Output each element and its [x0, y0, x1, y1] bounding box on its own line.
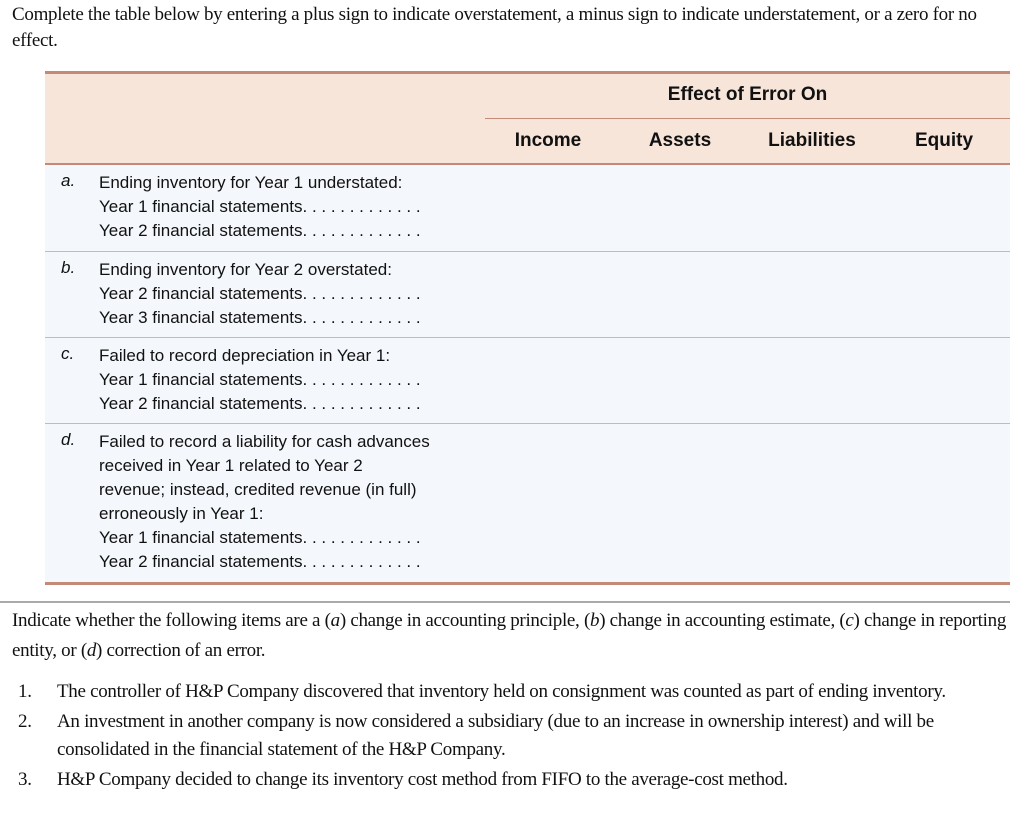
row-line: Year 2 financial statements. . . . . . . . . . . . . — [99, 221, 421, 240]
row-line: Year 3 financial statements. . . . . . . . . . . . . — [99, 308, 421, 327]
row-line: Ending inventory for Year 2 overstated: — [99, 260, 392, 279]
table-row — [45, 165, 1010, 252]
row-letter: c. — [61, 344, 75, 363]
item-text: H&P Company decided to change its inventory cost method from FIFO to the average-cost method. — [57, 769, 788, 790]
text: b — [589, 610, 600, 631]
row-line: Year 1 financial statements. . . . . . . . . . . . . — [99, 528, 421, 547]
group-header: Effect of Error On — [667, 84, 828, 105]
text: c — [845, 610, 854, 631]
table-row — [45, 338, 1010, 424]
row-line: Year 2 financial statements. . . . . . . . . . . . . — [99, 284, 421, 303]
row-line: Failed to record a liability for cash advances — [99, 432, 430, 451]
instructions: Complete the table below by entering a plus sign to indicate overstatement, a minus sign to indicate understatement, or a zero for no effect. — [12, 4, 977, 51]
text: d — [86, 640, 97, 661]
text: ) correction of an error. — [96, 640, 266, 661]
question-prompt — [12, 606, 1017, 666]
row-line: Year 1 financial statements. . . . . . . . . . . . . — [99, 197, 421, 216]
text: ) change in reporting entity, or ( — [12, 610, 1007, 661]
item-number: 2. — [18, 711, 32, 732]
item-number: 3. — [18, 769, 32, 790]
column-header-income: Income — [514, 130, 582, 151]
row-line: Year 2 financial statements. . . . . . . . . . . . . — [99, 394, 421, 413]
list-item — [12, 766, 1012, 794]
item-number: 1. — [18, 681, 32, 702]
row-line: erroneously in Year 1: — [99, 504, 264, 523]
text: ) change in accounting principle, ( — [339, 610, 590, 631]
row-line: Year 2 financial statements. . . . . . . . . . . . . — [99, 552, 421, 571]
column-header-liabilities: Liabilities — [768, 130, 856, 151]
list-item — [12, 678, 1012, 706]
row-line: Ending inventory for Year 1 understated: — [99, 173, 403, 192]
row-letter: d. — [61, 430, 76, 449]
text: a — [330, 610, 340, 631]
row-line: received in Year 1 related to Year 2 — [99, 456, 363, 475]
row-line: Failed to record depreciation in Year 1: — [99, 346, 391, 365]
section-divider — [0, 601, 1010, 603]
divider — [485, 118, 1010, 119]
list-item — [12, 708, 1012, 764]
row-letter: b. — [61, 258, 76, 277]
column-header-equity: Equity — [914, 130, 974, 151]
row-line: revenue; instead, credited revenue (in full) — [99, 480, 417, 499]
text: Indicate whether the following items are a ( — [12, 610, 331, 631]
item-text: An investment in another company is now considered a subsidiary (due to an increase in ownership interest) and will be consolidated in the financial statement of the H&P Company. — [57, 711, 934, 760]
column-header-assets: Assets — [648, 130, 712, 151]
row-letter: a. — [61, 171, 76, 190]
error-effect-table — [45, 71, 1010, 585]
item-list — [12, 678, 1012, 796]
table-row — [45, 252, 1010, 338]
item-text: The controller of H&P Company discovered that inventory held on consignment was counted as part of ending inventory. — [57, 681, 946, 702]
table-header — [45, 74, 1010, 165]
row-line: Year 1 financial statements. . . . . . . . . . . . . — [99, 370, 421, 389]
table-row — [45, 424, 1010, 582]
text: ) change in accounting estimate, ( — [599, 610, 846, 631]
